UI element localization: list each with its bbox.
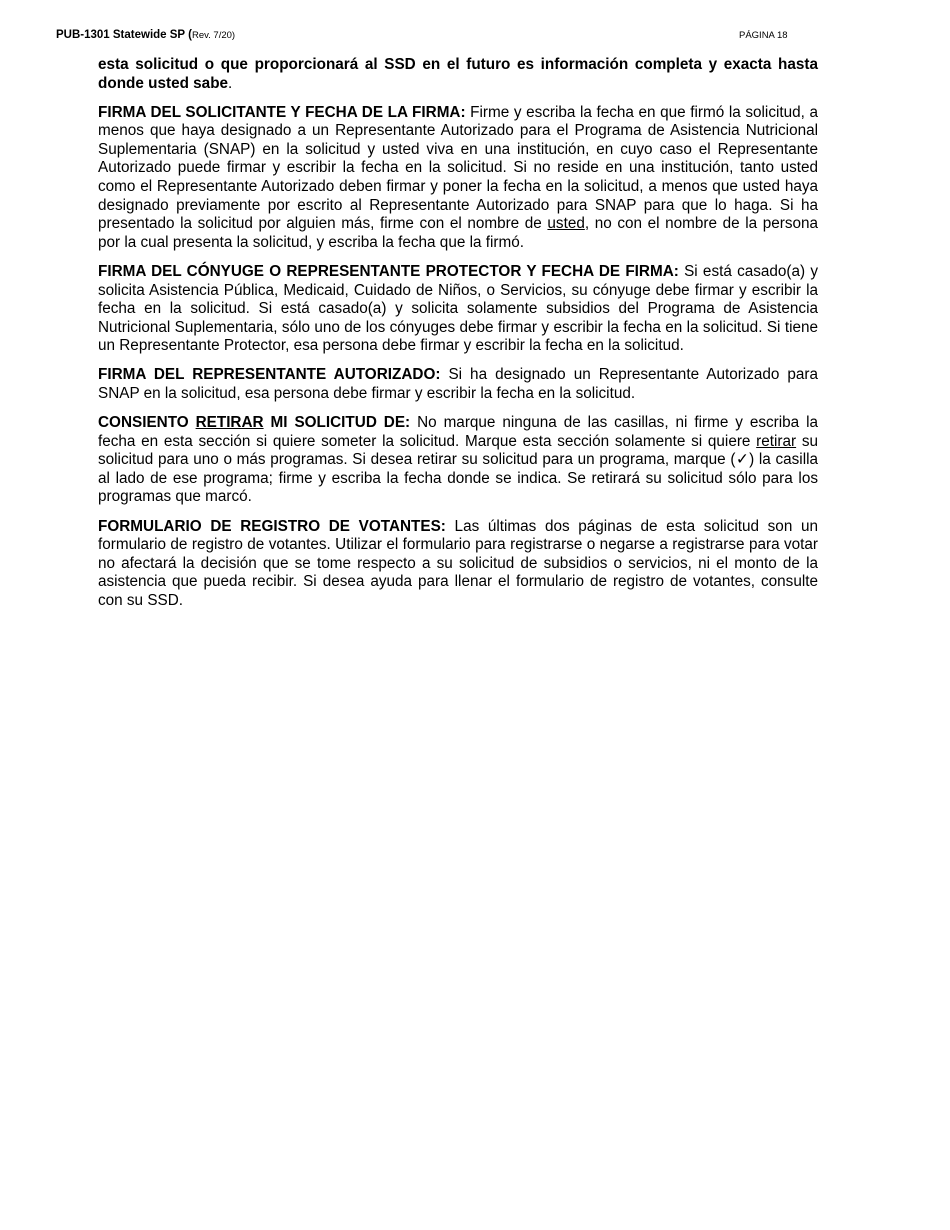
applicant-signature-text-2: , no con el nombre de la persona por la cual presenta la solicitud, y escriba la fecha que la firmó. bbox=[98, 215, 818, 251]
page-header bbox=[56, 29, 796, 45]
spouse-signature-heading: FIRMA DEL CÓNYUGE O REPRESENTANTE PROTECTOR Y FECHA DE FIRMA: bbox=[98, 262, 679, 280]
form-id bbox=[56, 29, 235, 41]
applicant-signature-heading: FIRMA DEL SOLICITANTE Y FECHA DE LA FIRMA: bbox=[98, 103, 466, 121]
applicant-signature-underlined: usted bbox=[547, 215, 585, 233]
form-revision: Rev. 7/20) bbox=[191, 30, 236, 41]
withdraw-heading-part-1: CONSIENTO bbox=[98, 414, 196, 432]
page-number: PÁGINA 18 bbox=[739, 30, 788, 41]
form-rev-paren: ( bbox=[188, 29, 192, 41]
applicant-signature-text-1: Firme y escriba la fecha en que firmó la solicitud, a menos que haya designado a un Representante Autorizado para el Programa de Asistencia Nutricional Suplementaria (SNAP) en la solicitud y usted viva en una institución, en cuyo caso el Representante Autorizado puede firmar y escribir la fecha en la solicitud. Si no reside en una institución, tanto usted como el Representante Autorizado deben firmar y poner la fecha en la solicitud, a menos que usted haya designado previamente por escrito al Representante Autorizado para SNAP para que lo haga. Si ha presentado la solicitud por alguien más, firme con el nombre de bbox=[98, 103, 818, 233]
voter-registration-text: Las últimas dos páginas de esta solicitud son un formulario de registro de votantes. Utilizar el formulario para registrarse o negarse a registrarse para votar no afectará la decisión que se tome respecto a su solicitud de subsidios o servicios, ni el monto de la asistencia que pueda recibir. Si desea ayuda para llenar el formulario de registro de votantes, consulte con su SSD. bbox=[98, 517, 818, 609]
withdraw-paragraph bbox=[98, 414, 818, 507]
spouse-signature-paragraph bbox=[98, 263, 818, 356]
form-id-text: PUB-1301 Statewide SP bbox=[56, 29, 185, 41]
continuation-end: . bbox=[228, 74, 233, 92]
continuation-paragraph bbox=[98, 56, 818, 93]
spouse-signature-text: Si está casado(a) y solicita Asistencia Pública, Medicaid, Cuidado de Niños, o Servicios, su cónyuge debe firmar y escribir la fecha en la solicitud. Si está casado(a) y solicita solamente subsidios del Programa de Asistencia Nutricional Suplementaria, sólo uno de los cónyuges debe firmar y escribir la fecha en la solicitud. Si tiene un Representante Protector, esa persona debe firmar y escribir la fecha en la solicitud. bbox=[98, 262, 818, 355]
withdraw-heading-part-2: MI SOLICITUD DE: bbox=[263, 414, 411, 432]
voter-registration-heading: FORMULARIO DE REGISTRO DE VOTANTES: bbox=[98, 517, 446, 535]
continuation-bold-text: esta solicitud o que proporcionará al SSD en el futuro es información completa y exacta hasta donde usted sabe bbox=[98, 56, 818, 92]
voter-registration-paragraph bbox=[98, 518, 818, 611]
authorized-rep-heading: FIRMA DEL REPRESENTANTE AUTORIZADO: bbox=[98, 366, 441, 384]
document-body bbox=[98, 56, 818, 621]
withdraw-heading-underlined: RETIRAR bbox=[195, 414, 264, 432]
withdraw-text-2: su solicitud para uno o más programas. Si desea retirar su solicitud para un programa, marque (✓) la casilla al lado de ese programa; firme y escriba la fecha donde se indica. Se retirará su solicitud sólo para los programas que marcó. bbox=[98, 432, 818, 506]
authorized-rep-paragraph bbox=[98, 366, 818, 403]
withdraw-underlined: retirar bbox=[756, 432, 797, 450]
withdraw-heading bbox=[98, 414, 410, 431]
authorized-rep-text: Si ha designado un Representante Autorizado para SNAP en la solicitud, esa persona debe firmar y escribir la fecha en la solicitud. bbox=[98, 366, 818, 402]
withdraw-text-1: No marque ninguna de las casillas, ni firme y escriba la fecha en esta sección si quiere someter la solicitud. Marque esta sección solamente si quiere bbox=[98, 414, 818, 450]
applicant-signature-paragraph bbox=[98, 104, 818, 253]
